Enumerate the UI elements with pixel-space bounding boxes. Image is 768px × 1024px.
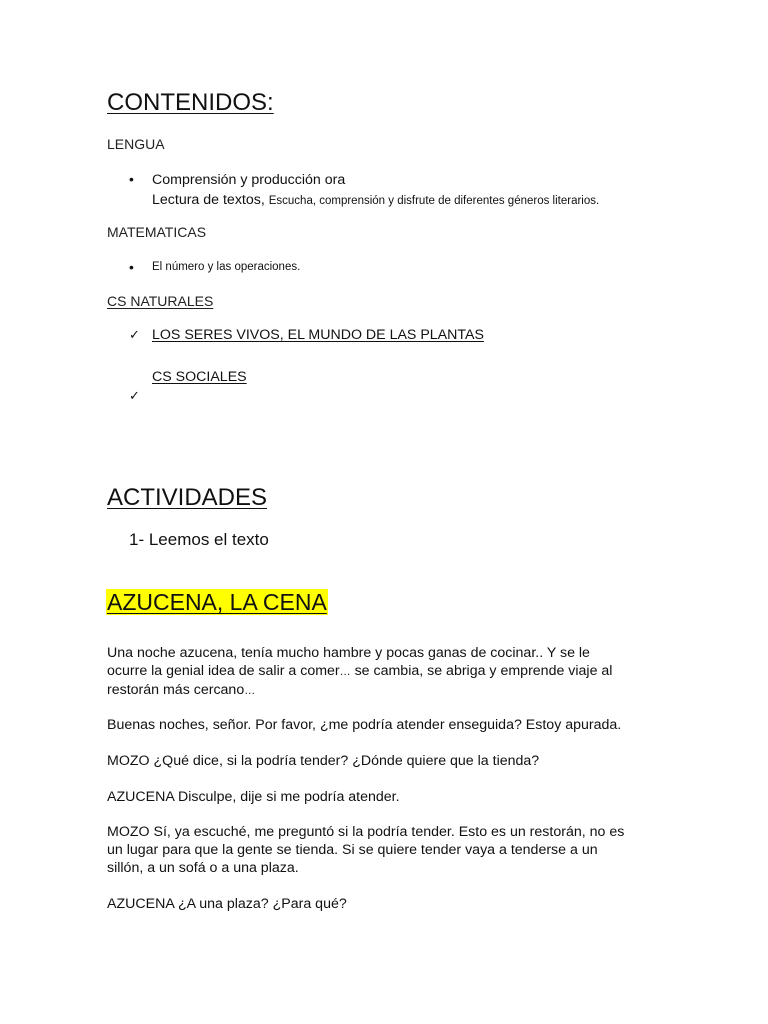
story-title-wrapper — [106, 589, 328, 616]
lengua-item-1: Comprensión y producción ora — [152, 172, 346, 188]
matematicas-bullet-icon: • — [129, 259, 134, 275]
story-p1-line-1: Una noche azucena, tenía mucho hambre y pocas ganas de cocinar.. Y se le — [107, 645, 590, 661]
story-title: AZUCENA, LA CENA — [107, 589, 327, 615]
story-p5-line-3: sillón, a un sofá o a una plaza. — [107, 860, 299, 876]
story-p5-line-1: MOZO Sí, ya escuché, me preguntó si la podría tender. Esto es un restorán, no es — [107, 824, 625, 840]
cs-sociales-heading: CS SOCIALES — [152, 369, 247, 385]
contenidos-title: CONTENIDOS: — [107, 89, 274, 116]
cs-sociales-check-icon: ✓ — [129, 388, 140, 403]
story-paragraph-5 — [107, 823, 659, 877]
story-p1-line-2: ocurre la genial idea de salir a comer… se cambia, se abriga y emprende viaje al — [107, 663, 613, 679]
story-paragraph-6: AZUCENA ¿A una plaza? ¿Para qué? — [107, 896, 347, 912]
lengua-item-2 — [152, 191, 599, 210]
story-p1-line-3: restorán más cercano… — [107, 682, 256, 698]
lengua-bullet-icon: • — [129, 171, 134, 187]
story-paragraph-1 — [107, 644, 659, 700]
cs-naturales-item-1: LOS SERES VIVOS, EL MUNDO DE LAS PLANTAS — [152, 327, 484, 343]
story-p5-line-2: un lugar para que la gente se tienda. Si se quiere tender vaya a tenderse a un — [107, 842, 598, 858]
actividades-step-1: 1- Leemos el texto — [129, 530, 269, 549]
matematicas-heading: MATEMATICAS — [107, 224, 207, 240]
actividades-title: ACTIVIDADES — [107, 484, 268, 511]
cs-naturales-check-icon: ✓ — [129, 327, 140, 342]
story-paragraph-4: AZUCENA Disculpe, dije si me podría atender. — [107, 789, 400, 805]
lengua-item-2-suffix: Escucha, comprensión y disfrute de diferentes géneros literarios. — [268, 195, 600, 207]
cs-naturales-heading: CS NATURALES — [107, 293, 214, 309]
story-paragraph-3: MOZO ¿Qué dice, si la podría tender? ¿Dónde quiere que la tienda? — [107, 753, 540, 769]
lengua-heading: LENGUA — [107, 136, 165, 152]
lengua-item-2-prefix: Lectura de textos, — [152, 192, 265, 208]
story-paragraph-2: Buenas noches, señor. Por favor, ¿me podría atender enseguida? Estoy apurada. — [107, 717, 622, 733]
matematicas-item-1: El número y las operaciones. — [152, 261, 301, 273]
